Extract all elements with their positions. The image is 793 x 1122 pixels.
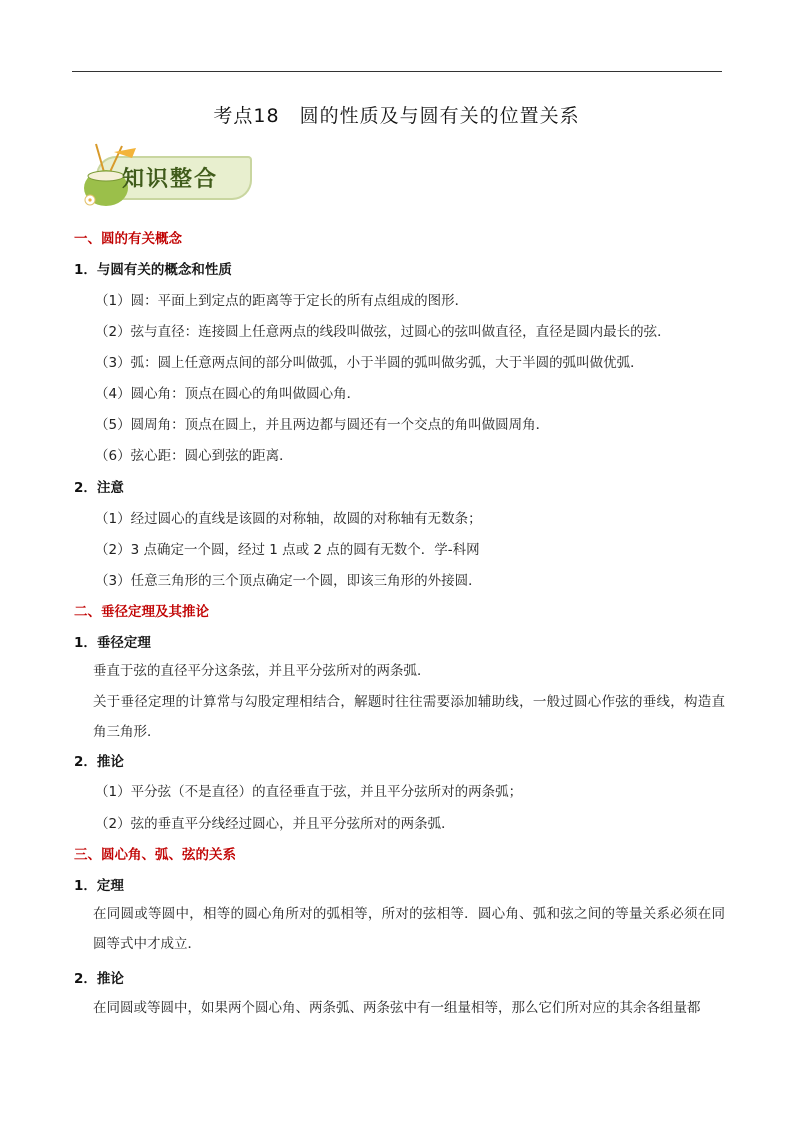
subheading-2-1: 1．垂径定理 [74, 635, 151, 651]
list-item: （1）平分弦（不是直径）的直径垂直于弦，并且平分弦所对的两条弧； [95, 784, 523, 800]
list-item: （1）经过圆心的直线是该圆的对称轴，故圆的对称轴有无数条； [95, 511, 482, 527]
page-title: 考点18 圆的性质及与圆有关的位置关系 [213, 105, 580, 127]
subheading-3-1: 1．定理 [74, 878, 124, 894]
knowledge-badge [74, 142, 254, 208]
subheading-1-2: 2．注意 [74, 480, 124, 496]
list-item: （6）弦心距：圆心到弦的距离． [95, 448, 293, 464]
subheading-3-2: 2．推论 [74, 971, 124, 987]
list-item: （2）弦与直径：连接圆上任意两点的线段叫做弦，过圆心的弦叫做直径，直径是圆内最长的弦． [95, 324, 671, 340]
header-rule [72, 71, 722, 72]
list-item: （2）弦的垂直平分线经过圆心，并且平分弦所对的两条弧． [95, 816, 455, 832]
list-item: （4）圆心角：顶点在圆心的角叫做圆心角． [95, 386, 361, 402]
list-item: （3）任意三角形的三个顶点确定一个圆，即该三角形的外接圆． [95, 573, 482, 589]
subheading-1-1: 1．与圆有关的概念和性质 [74, 262, 232, 278]
section-heading-3: 三、圆心角、弧、弦的关系 [74, 847, 236, 863]
list-item: （5）圆周角：顶点在圆上，并且两边都与圆还有一个交点的角叫做圆周角． [95, 417, 550, 433]
list-item: （2）3 点确定一个圆，经过 1 点或 2 点的圆有无数个．学-科网 [95, 542, 480, 558]
paragraph: 在同圆或等圆中，如果两个圆心角、两条弧、两条弦中有一组量相等，那么它们所对应的其余各组量都 [93, 1000, 701, 1016]
paragraph: 在同圆或等圆中，相等的圆心角所对的弧相等，所对的弦相等．圆心角、弧和弦之间的等量关系必须在同圆等式中才成立． [93, 906, 725, 952]
section-heading-2: 二、垂径定理及其推论 [74, 604, 209, 620]
paragraph: 关于垂径定理的计算常与勾股定理相结合，解题时往往需要添加辅助线，一般过圆心作弦的垂线，构造直角三角形． [93, 694, 725, 740]
subheading-2-2: 2．推论 [74, 754, 124, 770]
section-heading-1: 一、圆的有关概念 [74, 231, 182, 247]
list-item: （3）弧：圆上任意两点间的部分叫做弧，小于半圆的弧叫做劣弧，大于半圆的弧叫做优弧． [95, 355, 644, 371]
list-item: （1）圆：平面上到定点的距离等于定长的所有点组成的图形． [95, 293, 469, 309]
badge-label: 知识整合 [122, 166, 219, 192]
paragraph: 垂直于弦的直径平分这条弦，并且平分弦所对的两条弧． [93, 663, 431, 679]
